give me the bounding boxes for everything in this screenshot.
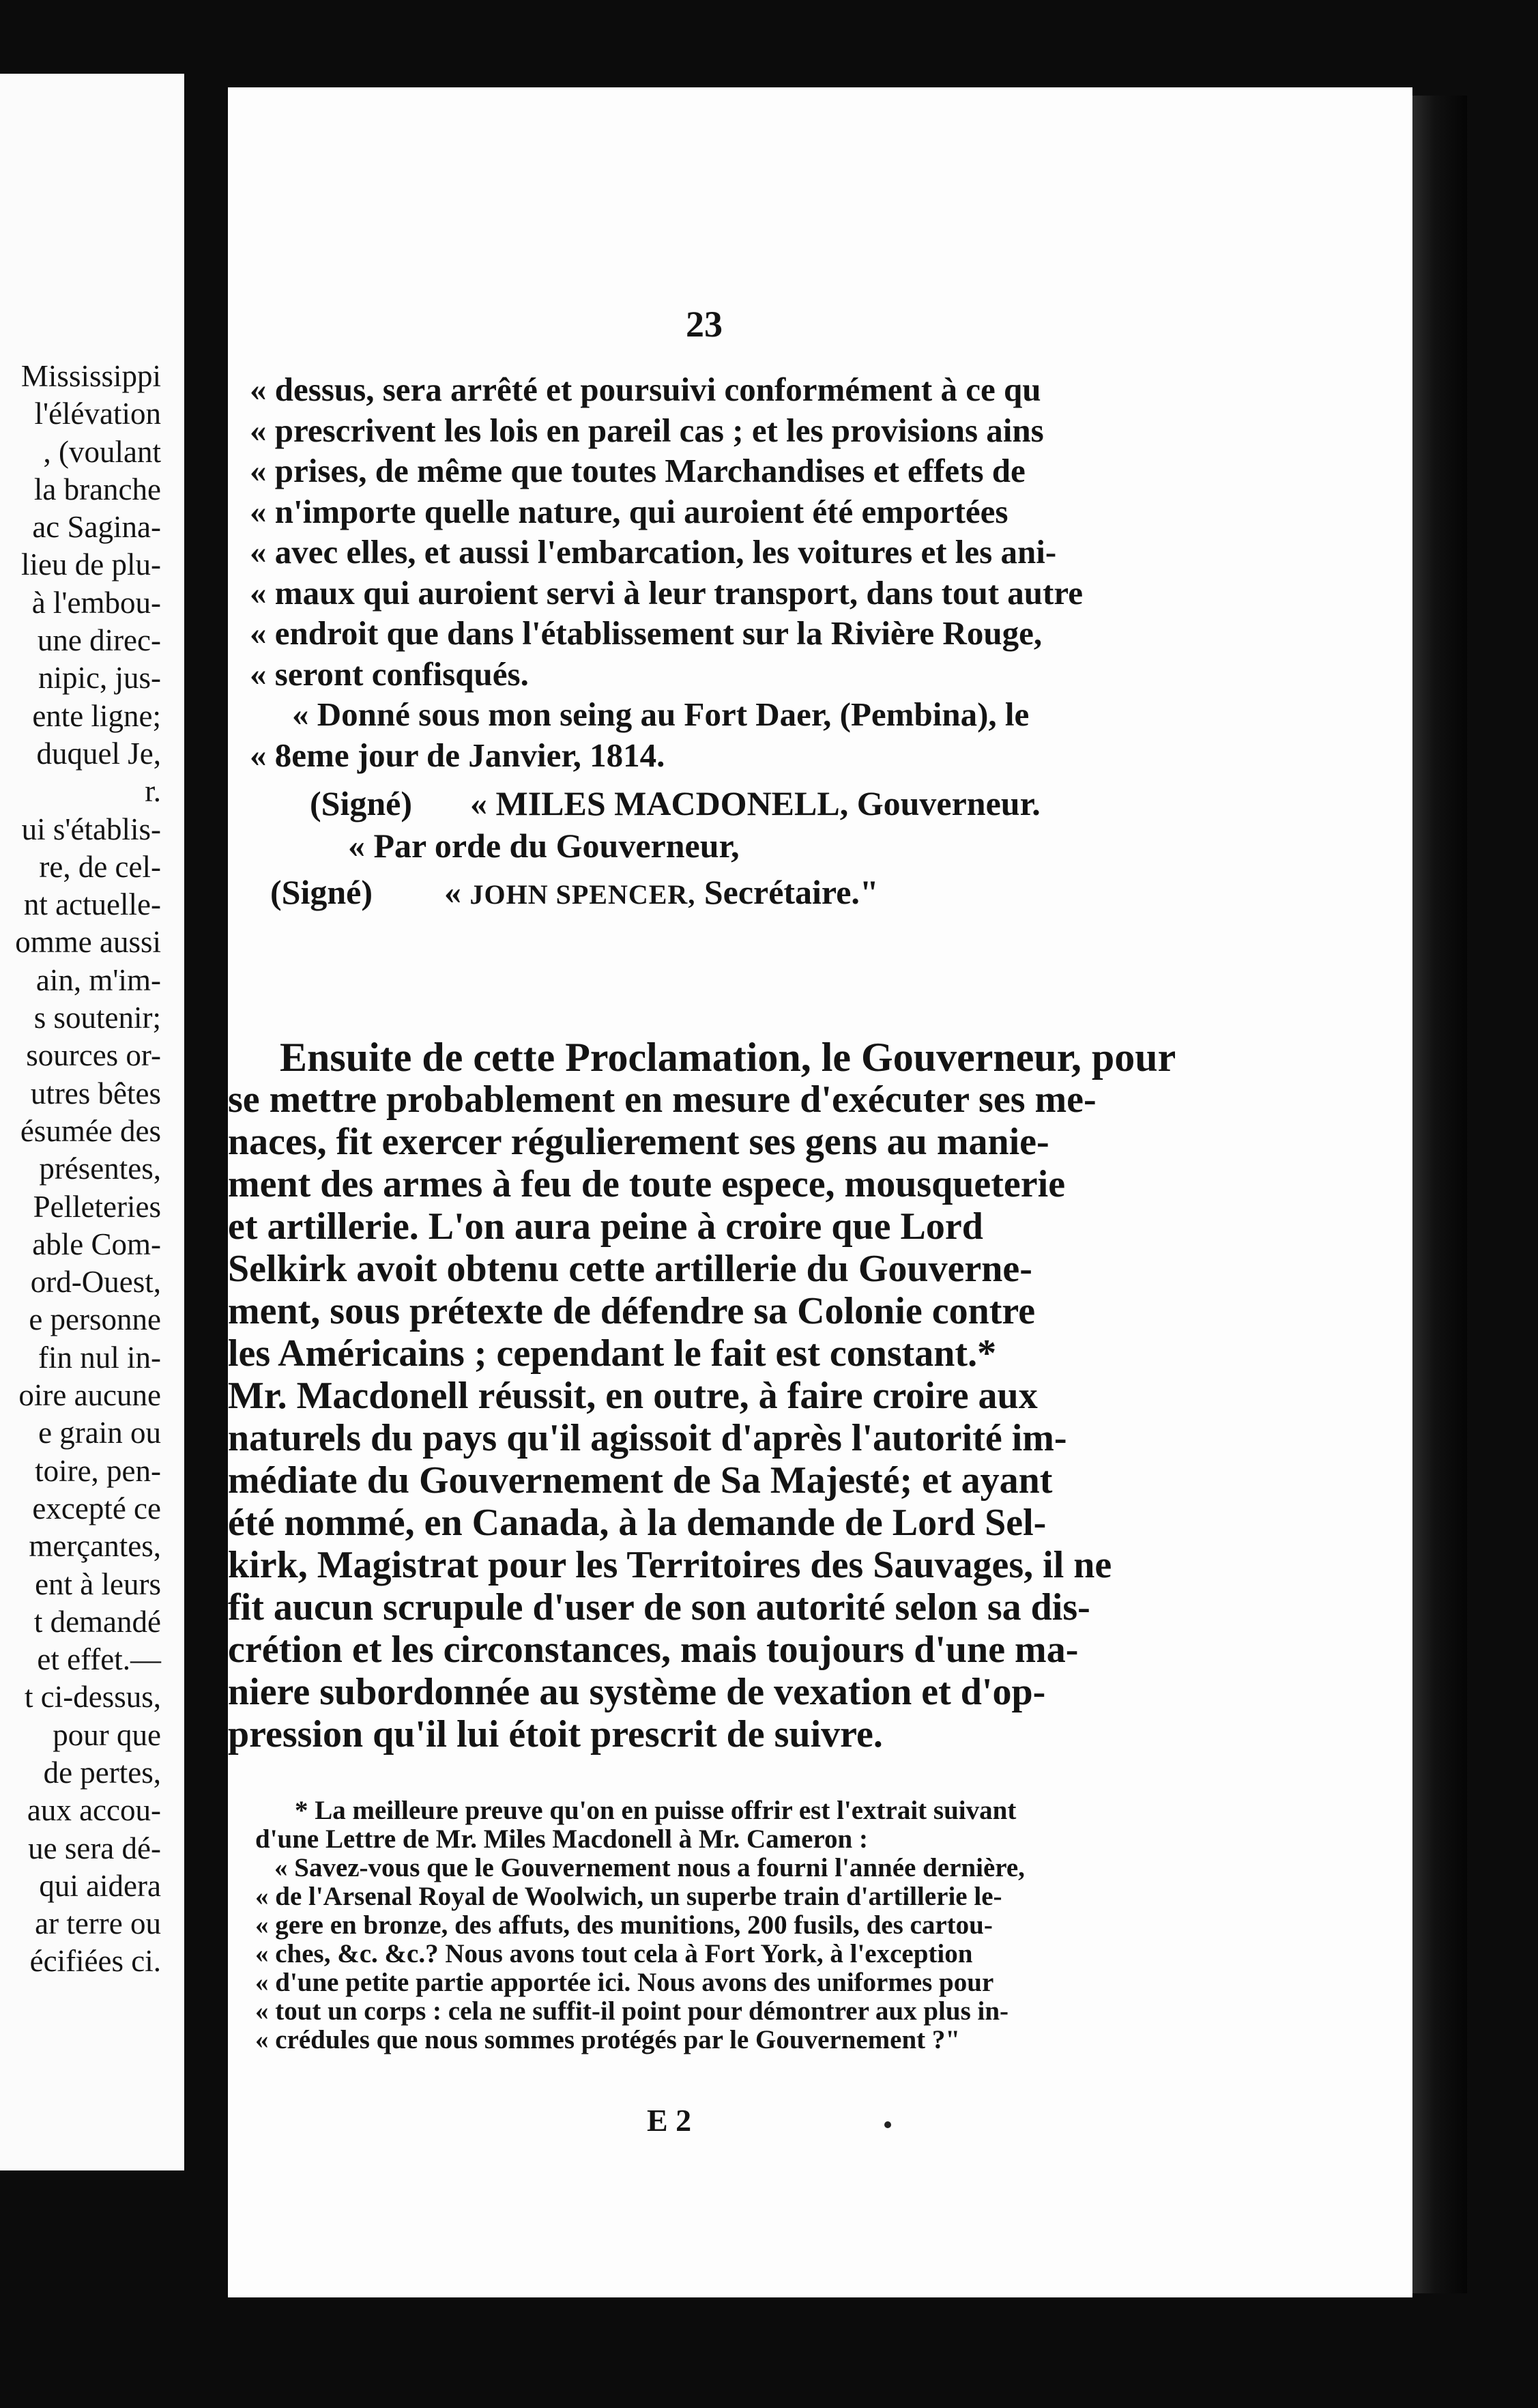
left-line: la branche (33, 472, 161, 506)
body-line: ment des armes à feu de toute espece, mousqueterie (228, 1163, 1066, 1205)
left-line: ui s'établis- (21, 812, 161, 846)
quote-line: « n'importe quelle nature, qui auroient été emportées (250, 492, 1009, 530)
body-line: fit aucun scrupule d'user de son autorité selon sa dis- (228, 1586, 1090, 1629)
left-line: ac Sagina- (32, 510, 161, 545)
quote-line: « dessus, sera arrêté et poursuivi conformément à ce qu (250, 371, 1041, 408)
left-line: ue sera dé- (28, 1831, 161, 1865)
body-line: niere subordonnée au système de vexation et d'op- (228, 1671, 1046, 1713)
left-line: excepté ce (32, 1491, 161, 1525)
left-line: e grain ou (38, 1416, 161, 1450)
signed-label: (Signé) (270, 873, 373, 911)
footnote-line: « ches, &c. &c.? Nous avons tout cela à Fort York, à l'exception (255, 1939, 973, 1968)
left-line: pour que (53, 1717, 161, 1752)
quote-line: « prises, de même que toutes Marchandises et effets de (250, 452, 1026, 489)
left-line: Mississippi (20, 359, 161, 393)
page-number: 23 (686, 304, 723, 345)
left-line: aux accou- (27, 1793, 161, 1828)
body-line: Selkirk avoit obtenu cette artillerie du Gouverne- (228, 1248, 1032, 1290)
left-line: s soutenir; (33, 1001, 161, 1035)
left-line: t ci-dessus, (25, 1680, 161, 1715)
footnote-line: * La meilleure preuve qu'on en puisse offrir est l'extrait suivant (295, 1796, 1017, 1825)
quote-line: « maux qui auroient servi à leur transport, dans tout autre (250, 573, 1083, 612)
dated-line: « Donné sous mon seing au Fort Daer, (Pembina), le (292, 696, 1030, 733)
footnote (255, 1796, 1388, 2054)
left-line: toire, pen- (35, 1453, 161, 1488)
left-line: sources or- (26, 1038, 161, 1073)
dated-line: « 8eme jour de Janvier, 1814. (250, 736, 665, 774)
left-line: écifiées ci. (29, 1944, 161, 1979)
body-line: crétion et les circonstances, mais toujours d'une ma- (228, 1629, 1079, 1671)
left-line: lieu de plu- (21, 547, 161, 582)
body-line: médiate du Gouvernement de Sa Majesté; et ayant (228, 1459, 1053, 1502)
proclamation-quote (250, 369, 1380, 775)
left-line: ain, m'im- (35, 962, 161, 997)
left-line: e personne (29, 1302, 161, 1337)
body-line: Ensuite de cette Proclamation, le Gouverneur, pour (280, 1035, 1176, 1080)
left-line: à l'embou- (31, 585, 161, 620)
footnote-line: « Savez-vous que le Gouvernement nous a fourni l'année dernière, (274, 1853, 1025, 1882)
footnote-line: « d'une petite partie apportée ici. Nous avons des uniformes pour (255, 1968, 994, 1997)
quote-mark: « (444, 873, 461, 911)
body-paragraph (228, 1036, 1374, 1755)
ink-dot (884, 2121, 891, 2128)
left-line: utres bêtes (30, 1076, 161, 1110)
governor-name: « MILES MACDONELL, Gouverneur. (470, 784, 1041, 822)
left-line: fin nul in- (38, 1340, 161, 1375)
printer-signature-mark: E 2 (647, 2103, 692, 2138)
left-line: l'élévation (34, 397, 161, 431)
left-line: t demandé (33, 1604, 161, 1639)
left-line: merçantes, (29, 1529, 161, 1564)
body-line: les Américains ; cependant le fait est constant.* (228, 1332, 997, 1375)
left-line: ord-Ouest, (30, 1265, 161, 1300)
body-line: kirk, Magistrat pour les Territoires des Sauvages, il ne (228, 1544, 1112, 1586)
body-line: naces, fit exercer régulierement ses gens au manie- (228, 1121, 1049, 1163)
left-line: r. (145, 774, 161, 809)
body-line: se mettre probablement en mesure d'exécuter ses me- (228, 1078, 1097, 1121)
left-line: re, de cel- (39, 849, 161, 884)
body-line: Mr. Macdonell réussit, en outre, à faire croire aux (228, 1375, 1038, 1417)
quote-line: « avec elles, et aussi l'embarcation, les voitures et les ani- (250, 533, 1057, 571)
left-line: nipic, jus- (38, 661, 161, 696)
footnote-line: d'une Lettre de Mr. Miles Macdonell à Mr. Cameron : (255, 1824, 868, 1854)
left-line: une direc- (37, 623, 161, 658)
secretary-title: Secrétaire." (703, 873, 879, 911)
footnote-line: « gere en bronze, des affuts, des munitions, 200 fusils, des cartou- (255, 1910, 993, 1940)
body-line: ment, sous prétexte de défendre sa Colonie contre (228, 1290, 1036, 1332)
left-line: omme aussi (15, 925, 161, 960)
left-line: de pertes, (43, 1755, 161, 1790)
body-line: été nommé, en Canada, à la demande de Lord Sel- (228, 1502, 1047, 1544)
body-line: pression qu'il lui étoit prescrit de suivre. (228, 1713, 883, 1755)
left-line: présentes, (39, 1151, 161, 1186)
right-page (228, 87, 1412, 2297)
left-line: duquel Je, (36, 736, 161, 771)
by-order-line: « Par orde du Gouverneur, (348, 827, 740, 865)
footnote-line: « crédules que nous sommes protégés par le Gouvernement ?" (255, 2025, 961, 2054)
left-line: ar terre ou (35, 1906, 161, 1941)
left-line: qui aidera (39, 1868, 161, 1903)
signature-secretary (270, 872, 879, 912)
footnote-line: « de l'Arsenal Royal de Woolwich, un superbe train d'artillerie le- (255, 1882, 1002, 1911)
quote-line: « endroit que dans l'établissement sur la Rivière Rouge, (250, 614, 1043, 652)
body-line: et artillerie. L'on aura peine à croire que Lord (228, 1205, 983, 1248)
left-line: ente ligne; (32, 698, 161, 733)
left-line: ésumée des (20, 1113, 161, 1148)
left-line: Pelleteries (33, 1189, 161, 1224)
body-line: naturels du pays qu'il agissoit d'après l'autorité im- (228, 1417, 1067, 1459)
signature-governor (310, 784, 1041, 823)
footnote-line: « tout un corps : cela ne suffit-il point pour démontrer aux plus in- (255, 1996, 1009, 2026)
left-page-text (0, 358, 161, 1981)
signed-label: (Signé) (310, 784, 412, 822)
left-line: nt actuelle- (23, 887, 161, 922)
secretary-name: JOHN SPENCER, (469, 879, 696, 910)
left-line: , (voulant (43, 434, 161, 469)
left-line: ent à leurs (35, 1566, 161, 1601)
page-edge-shadow (1412, 96, 1467, 2293)
quote-line: « prescrivent les lois en pareil cas ; et les provisions ains (250, 411, 1044, 449)
left-line: able Com- (32, 1227, 161, 1261)
left-line: oire aucune (18, 1378, 161, 1413)
left-line: et effet.— (37, 1642, 161, 1677)
left-facing-page (0, 74, 184, 2170)
quote-line: « seront confisqués. (250, 655, 529, 693)
